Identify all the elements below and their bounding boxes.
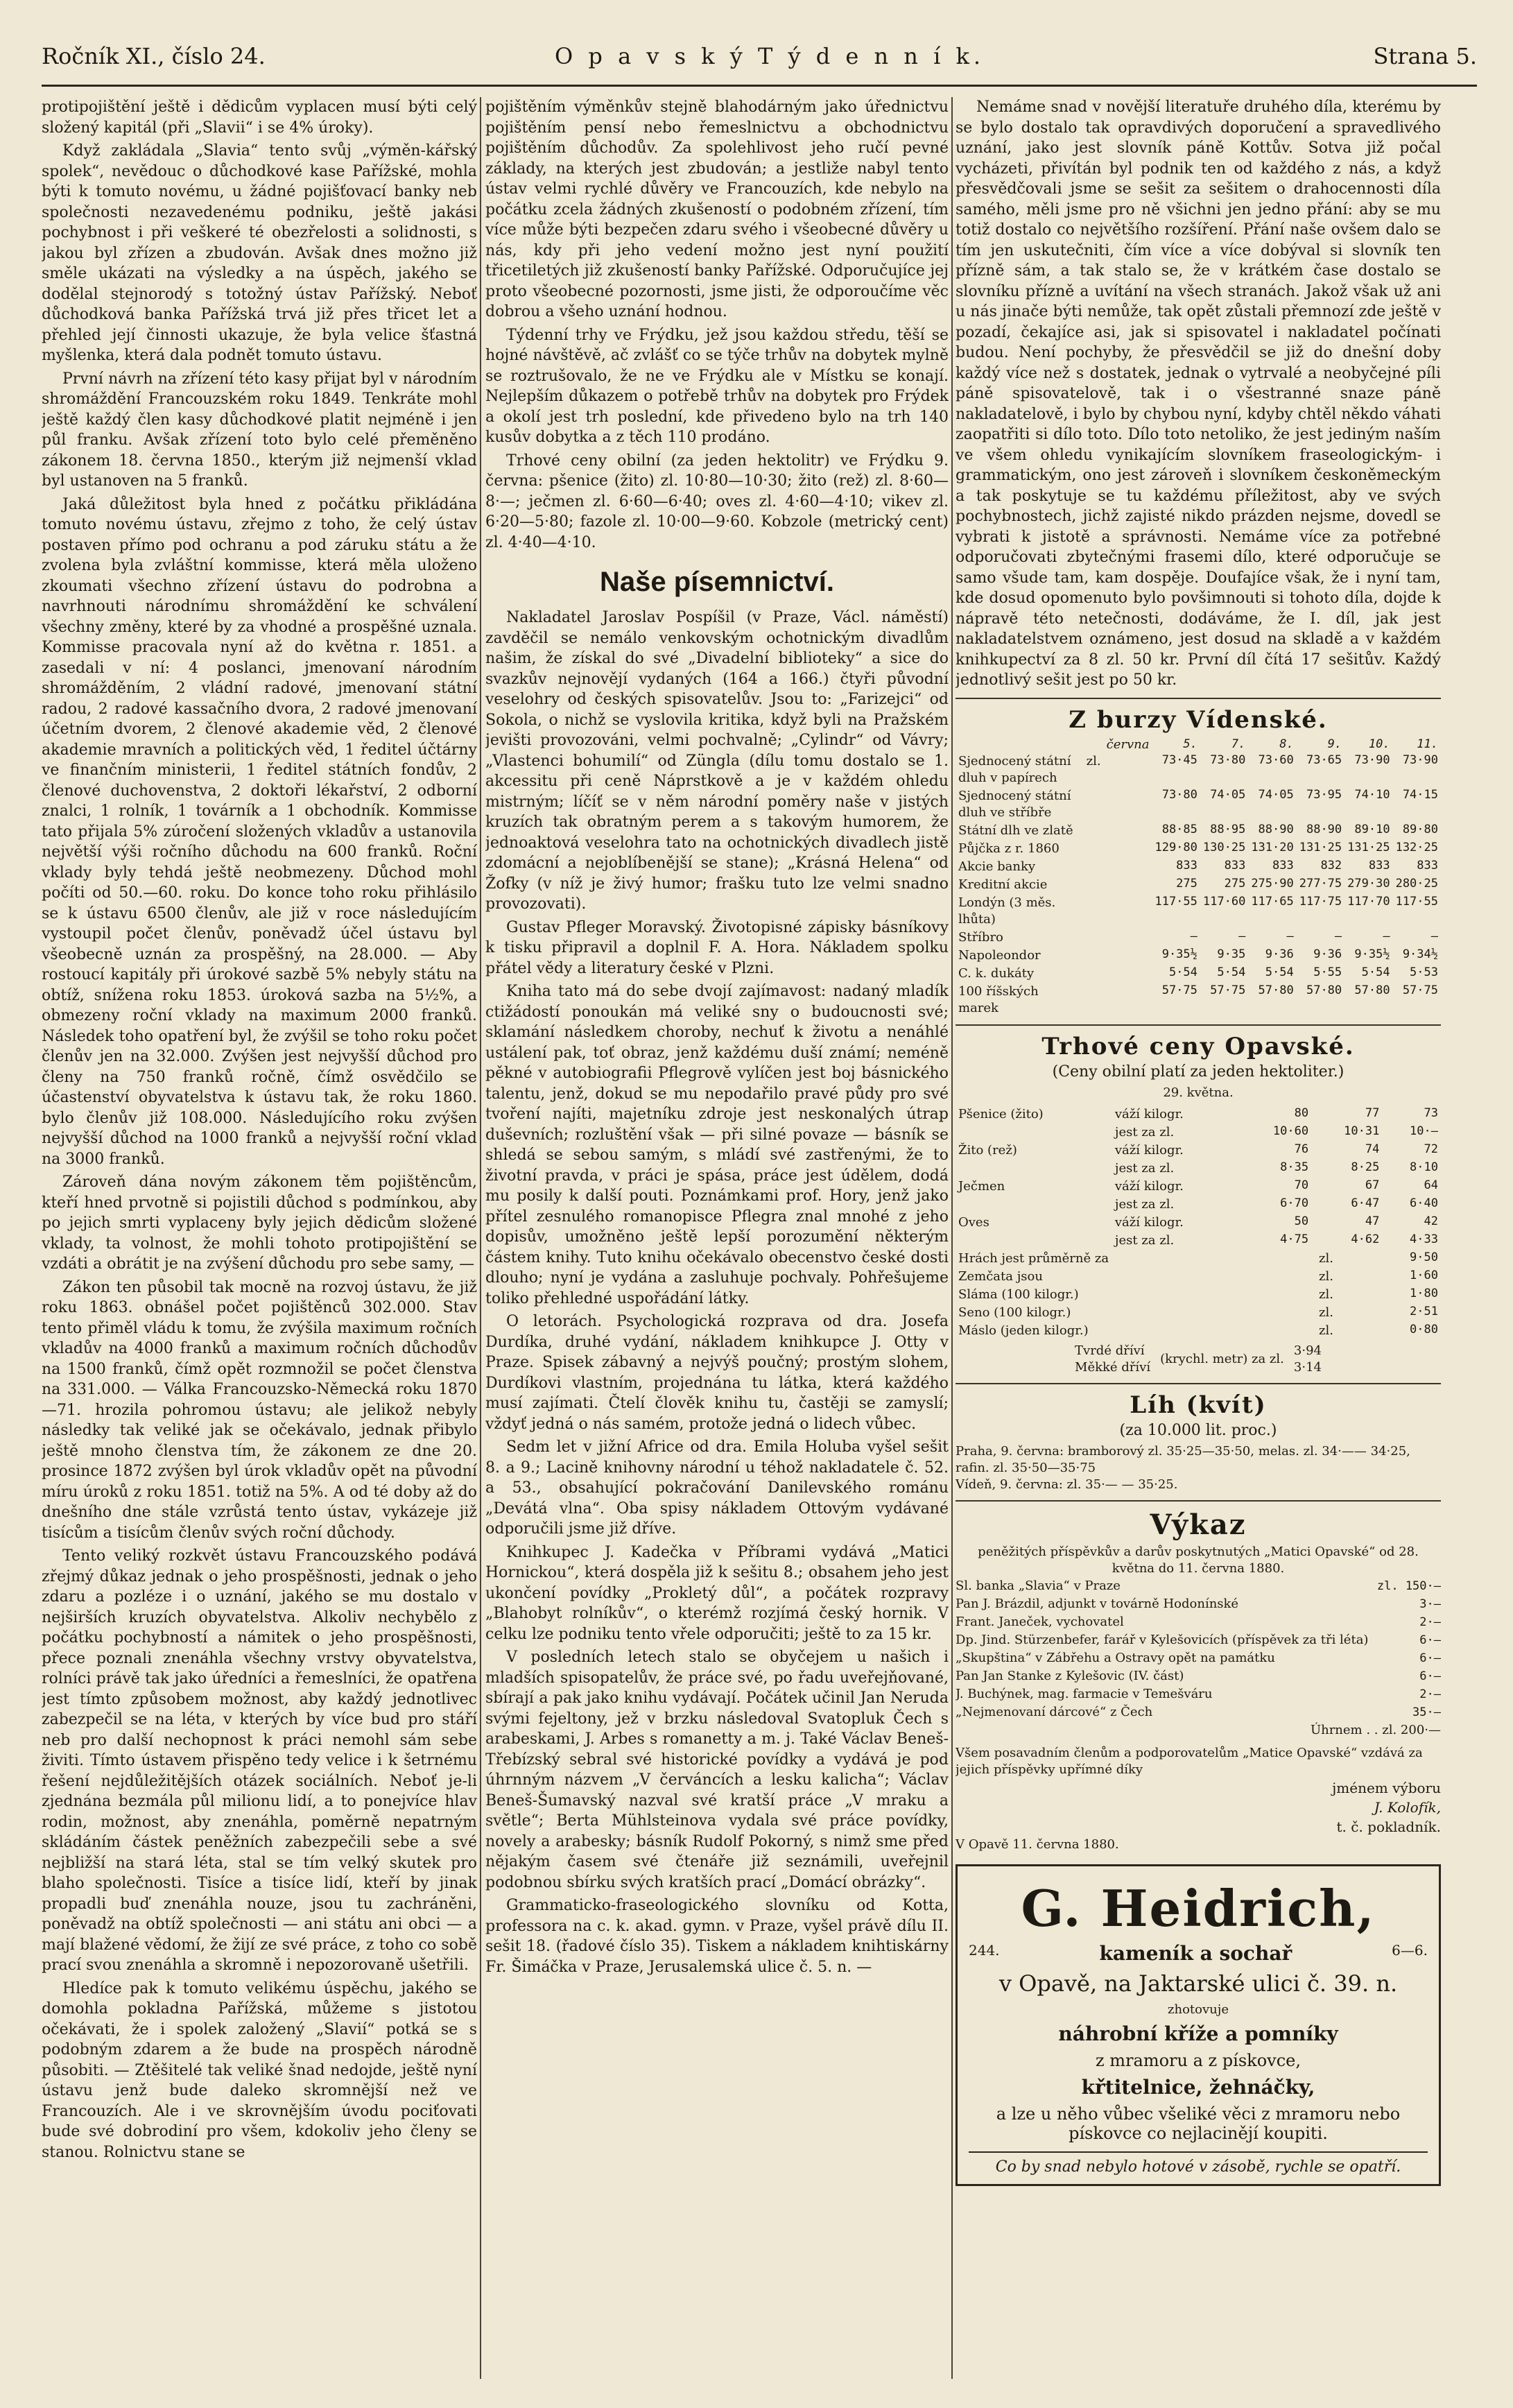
table-cell: 5·55: [1313, 965, 1342, 979]
table-row: [956, 1106, 1441, 1124]
donor-row: [956, 1631, 1441, 1649]
review-paragraph: Sedm let v jižní Africe od dra. Emila Holuba vyšel sešit 8. a 9.; Lacině knihovny národní u téhož nakladatele č. 52. a 53., obsahující pokračování Danilevského románu „Devátá vlna“. Oba spisy nákladem Ottovým vydávané odporučili jsme již dříve.: [485, 1438, 949, 1538]
article-paragraph: Zároveň dána novým zákonem těm pojištěncům, kteří hned prvotně si pojistili důchod s podmínkou, aby po jejich smrti vyplaceny byly jejich dědicům složené vklady, ta volnost, že mohli tohoto protipojištění se vzdáti a obrátit je na zvýšení důchodu pro sebe samy, —: [42, 1173, 477, 1273]
table-row: [956, 1232, 1441, 1250]
donor-amount: 6·—: [1419, 1669, 1441, 1683]
heidrich-advertisement: [956, 1864, 1441, 2186]
spacer-cell: [1104, 965, 1152, 983]
review-paragraph: Gustav Pfleger Moravský. Životopisné zápisky básníkovy k tisku připravil a doplnil F. A. Hora. Nákladem spolku přátel vědy a literatury české v Plzni.: [485, 918, 949, 977]
ad-line-2: z mramoru a z pískovce,: [1096, 2050, 1301, 2070]
donor-amount: 6·—: [1419, 1651, 1441, 1665]
vykaz-subtitle: peněžitých příspěvkův a darův poskytnutých „Matici Opavské“ od 28. května do 11. června 1880.: [978, 1544, 1419, 1576]
table-cell: 5·54: [1168, 965, 1198, 979]
table-cell: 89·10: [1354, 822, 1390, 836]
row-unit: [1084, 894, 1104, 929]
wood-hard: Tvrdé dříví: [1075, 1343, 1145, 1358]
table-cell: —: [1334, 929, 1342, 943]
table-cell: 9·35½: [1354, 947, 1390, 961]
article-paragraph: Když zakládala „Slavia“ tento svůj „výměn-kářský spolek“, nevědouc o důchodkové kase Pařížské, mohla býti k tomuto novému, u žádné pojišťovací banky neb společnosti nezavedenému podniku, ještě jakási pochybnost i při veškeré té obezřelosti a solidnosti, s jakou byl zřízen a zbudován. Avšak dnes možno již směle ukázati na výsledky a na úspěch, jakého se dodělal stejnorodý s totožný ústav Pařížský. Neboť důchodková banka Pařížská trvá již přes třicet let a přehled její činnosti ukazuje, že byla velice šťastná myšlenka, která dala podnět tomuto ústavu.: [42, 142, 477, 364]
review-paragraph: Kniha tato má do sebe dvojí zajímavost: nadaný mladík ctižádostí ponoukán má veliké sny o budoucnosti své; sklamání následkem choroby, nechuť k životu a nenáhlé ustálení pak, toť obraz, jenž každému duší známí; neméně pěkné v autobiografii Pflegrově vylíčen jest boj básnického talentu, jenž, dokud se mu nepodařilo pravé půdy pro své tvoření najíti, majetníku zdroje jest neskonalých útrap duševních; rozluštění však — při silné povaze — básník se shledá se sebou samým, s mládí své zastřenými, že to životní pravda, v práci je spása, práce jest údělem, dodá mu posily k další pouti. Poznámkami prof. Hory, jenž jako přítel zesnulého romanopisce Pflegra znal mnohé z jeho dopisův, umožněno ještě lepší porozumění některým částem knihy. Tuto knihu očekávalo obecenstvo české dosti dlouho; nyní je vydána a zasluhuje pochvaly. Pohřešujeme toliko přehledné uspořádání látky.: [485, 983, 949, 1307]
table-cell: 57·75: [1402, 983, 1438, 997]
wood-prices: [956, 1343, 1441, 1376]
ceny-subtitle: (Ceny obilní platí za jeden hektoliter.): [1052, 1063, 1345, 1081]
donor-name: „Skupština“ v Zábřehu a Ostravy opět na památku: [956, 1650, 1275, 1665]
row-label: [956, 1232, 1112, 1250]
table-cell: 117·65: [1251, 894, 1294, 909]
table-cell: 64: [1424, 1178, 1438, 1192]
table-cell: 73·45: [1161, 752, 1198, 767]
row-unit: [1084, 929, 1104, 947]
table-cell: 47: [1365, 1214, 1380, 1228]
row-label: [956, 1196, 1112, 1214]
row-label: Oves: [958, 1214, 989, 1230]
spacer-cell: [1104, 752, 1152, 787]
review-paragraph: Knihkupec J. Kadečka v Příbrami vydává „Matici Hornickou“, která dospěla již k sešitu 8.; obsahem jeho jest ukončení povídky „Prokletý důl“, a počátek rozpravy „Blahobyt rolníkův“, o kterémž rozjímá český hornik. V celku lze podniku tento vřele odporučiti; ještě to za 15 kr.: [485, 1543, 949, 1643]
table-row: [956, 876, 1441, 894]
table-cell: 5·54: [1217, 965, 1246, 979]
table-cell: 277·75: [1299, 876, 1342, 891]
table-cell: 117·55: [1395, 894, 1438, 909]
table-row: [956, 983, 1441, 1017]
divider: [956, 1024, 1441, 1026]
table-cell: 89·80: [1402, 822, 1438, 836]
table-cell: 833: [1272, 858, 1294, 872]
table-cell: —: [1286, 929, 1294, 943]
table-row: [956, 1160, 1441, 1178]
table-row: [956, 894, 1441, 929]
row-unit: váží kilogr.: [1114, 1142, 1184, 1158]
donor-name: Dp. Jind. Stürzenbefer, farář v Kylešovicích (příspěvek za tři léta): [956, 1632, 1369, 1647]
table-row: [956, 1250, 1441, 1268]
table-header-cell: [1084, 737, 1104, 752]
table-cell: 57·80: [1354, 983, 1390, 997]
row-unit: jest za zl.: [1114, 1232, 1175, 1248]
review-paragraph: Grammaticko-fraseologického slovníku od Kotta, professora na c. k. akad. gymn. v Praze, vyšel právě dílu II. sešit 18. (řadové číslo 35). Tiskem a nákladem knihtiskárny Fr. Šimáčka v Praze, Jerusalemská ulice č. 5. n. —: [485, 1897, 949, 1976]
article-paragraph: Hledíce pak k tomuto velikému úspěchu, jakého se domohla pokladna Pařížská, můžeme s jistotou očekávati, že i spolek založený „Slavií“ potká se s podobným zdarem a že bude na prospěch národně působiti. — Ztěšitelé tak veliké šnad nedojde, ještě nyní ústavu jenž bude daleko skromnější než ve Francouzích. Ale i ve skrovnějším úvodu pociťovati bude své dobrodiní pro všem, kdokoliv jeho členy se stanou. Rolnictvu stane se: [42, 1979, 477, 2161]
vykaz-thanks: Všem posavadním členům a podporovatelům „Matice Opavské“ vzdává za jejich příspěvky upřímné díky: [956, 1745, 1423, 1777]
row-unit: zl.: [1318, 1287, 1333, 1302]
table-row: [956, 1268, 1441, 1286]
table-cell: 57·80: [1306, 983, 1342, 997]
page-number: Strana 5.: [1373, 43, 1477, 69]
row-label: Sjednocený státní dluh ve stříbře: [958, 788, 1071, 820]
table-cell: 833: [1176, 858, 1198, 872]
donor-row: [956, 1703, 1441, 1721]
table-cell: 10·—: [1410, 1124, 1438, 1138]
table-row: [956, 965, 1441, 983]
row-unit: [1084, 983, 1104, 1017]
table-cell: —: [1238, 929, 1246, 943]
ceny-date: 29. května.: [1163, 1085, 1234, 1100]
table-cell: 0·80: [1410, 1322, 1438, 1336]
row-unit: jest za zl.: [1114, 1196, 1175, 1212]
table-cell: 280·25: [1395, 876, 1438, 891]
vykaz-signer: J. Kolofík,: [1374, 1798, 1441, 1816]
table-cell: 5·53: [1410, 965, 1438, 979]
table-cell: 57·75: [1161, 983, 1198, 997]
table-header-cell: [956, 737, 1084, 752]
ad-title: G. Heidrich,: [1021, 1878, 1376, 1938]
table-cell: 9·50: [1410, 1250, 1438, 1264]
row-unit: váží kilogr.: [1114, 1214, 1184, 1230]
ceny-title: Trhové ceny Opavské.: [1041, 1032, 1355, 1060]
donor-amount: 2·—: [1419, 1687, 1441, 1701]
news-frydek-markets: Týdenní trhy ve Frýdku, jež jsou každou středu, těší se hojné návštěvě, ač zvlášť co se týče trhův na dobytek mylně se roztrušovalo, že ne ve Frýdku ale v Místku se konají. Nejlepším důkazem o potřebě trhův na dobytek pro Frýdek a okolí jest trh poslední, kde přivedeno bylo na trh 140 kusův dobytka a z těch 110 prodáno.: [485, 326, 949, 446]
ad-address: v Opavě, na Jaktarské ulici č. 39. n.: [998, 1970, 1398, 1997]
lih-subtitle: (za 10.000 lit. proc.): [1119, 1421, 1277, 1439]
table-cell: 131·20: [1251, 840, 1294, 854]
table-cell: 832: [1320, 858, 1342, 872]
row-unit: zl.: [1318, 1250, 1333, 1266]
table-row: [956, 787, 1441, 822]
table-cell: 132·25: [1395, 840, 1438, 854]
table-row: [956, 1286, 1441, 1304]
table-cell: 88·90: [1258, 822, 1294, 836]
row-label: 100 říšských marek: [958, 983, 1039, 1015]
table-row: [956, 1214, 1441, 1232]
row-label: Sláma (100 kilogr.): [958, 1287, 1079, 1302]
table-cell: 74·05: [1210, 787, 1246, 802]
burza-title: Z burzy Vídenské.: [1069, 705, 1328, 734]
table-cell: 117·60: [1202, 894, 1246, 909]
header-rule: [42, 85, 1477, 87]
donor-name: Frant. Janeček, vychovatel: [956, 1614, 1124, 1629]
table-cell: —: [1190, 929, 1198, 943]
vykaz-signer-role: t. č. pokladník.: [1336, 1818, 1441, 1835]
row-label: Stříbro: [958, 929, 1003, 945]
table-header-cell: 8.: [1279, 737, 1294, 751]
table-cell: 74·10: [1354, 787, 1390, 802]
review-paragraph: O letorách. Psychologická rozprava od dra. Josefa Durdíka, druhé vydání, nákladem knihkupce J. Otty v Praze. Spisek zábavný a nejvýš poučný; prostým slohem, Durdíkovi vlastním, projednána tu látka, která každého musí zajímati. Čtelí člověk knihu tu, častěji se zamyslí; vždyť jedná o nás samém, protože jedná o lidech vůbec.: [485, 1313, 949, 1433]
table-cell: 9·34½: [1402, 947, 1438, 961]
row-unit: zl.: [1318, 1305, 1333, 1320]
donor-amount: 35·—: [1412, 1705, 1441, 1719]
wood-unit: (krychl. metr) za zl.: [1160, 1351, 1284, 1366]
table-cell: —: [1383, 929, 1390, 943]
donor-row: [956, 1595, 1441, 1613]
donor-row: [956, 1577, 1441, 1595]
row-label: [956, 1124, 1112, 1142]
table-row: [956, 1304, 1441, 1322]
table-row: [956, 1196, 1441, 1214]
table-cell: —: [1430, 929, 1438, 943]
table-cell: 74·05: [1258, 787, 1294, 802]
table-row: [956, 858, 1441, 876]
table-cell: 130·25: [1202, 840, 1246, 854]
table-cell: 275·90: [1251, 876, 1294, 891]
table-cell: 70: [1294, 1178, 1309, 1192]
row-label: Půjčka z r. 1860: [958, 841, 1060, 856]
donor-row: [956, 1667, 1441, 1685]
table-cell: 129·80: [1155, 840, 1198, 854]
donor-name: J. Buchýnek, mag. farmacie v Temešváru: [956, 1686, 1213, 1701]
table-cell: 833: [1417, 858, 1438, 872]
table-cell: 74: [1365, 1142, 1380, 1156]
table-row: [956, 1178, 1441, 1196]
donor-amount: 3·—: [1419, 1597, 1441, 1611]
article-paragraph: Tento veliký rozkvět ústavu Francouzského podává zřejmý důkaz jednak o jeho prospěšnosti, jednak o jeho zdaru a pozléze i o uznání, jakého se mu dostalo v nejširších kruzích obyvatelstva. Alkoliv nechybělo z počátku pochybností a námitek o jeho prospěšnosti, přece poznali znenáhla všechny vrstvy obyvatelstva, rolníci právě tak jako úředníci a řemeslníci, že opatřena jest tímto způsobem možnost, aby každý jednotlivec zabezpečil se na léta, v kterých by více bud pro stáří neb pro další nechopnost k práci nemohl sám sebe živiti. Tímto ústavem přispěno tedy velice i k šetrnému řešení nejdůležitějších otázek sociálních. Neboť je-li zjednána bezmála půl milionu lidí, a to ponejvíce hlav rodin, možnost, aby znenáhla, poměrně nepatrným skládáním částek peněžních zabezpečili sebe a své nejbližší na stará léta, stal se tím velký skutek pro blaho společnosti. Tisíce a tisíce lidí, kteří by jinak propadli buď znenáhla nouze, jsou tu zachráněni, poněvadž na obtíž společnosti — ani státu ani obci — a mají blažené vědomí, že žijí ze své práce, z toho co sobě prací svou znenáhla a skromně i nepozorovaně ušetřili.: [42, 1547, 477, 1974]
divider: [956, 1500, 1441, 1502]
row-label: Pšenice (žito): [958, 1106, 1044, 1121]
table-cell: 73: [1424, 1106, 1438, 1120]
table-cell: 50: [1294, 1214, 1309, 1228]
row-label: Akcie banky: [958, 859, 1036, 874]
table-cell: 117·75: [1299, 894, 1342, 909]
table-cell: 833: [1368, 858, 1390, 872]
table-cell: 4·62: [1351, 1232, 1380, 1246]
table-row: [956, 1124, 1441, 1142]
table-row: [956, 840, 1441, 858]
donor-name: Pan J. Brázdil, adjunkt v továrně Hodonínské: [956, 1596, 1239, 1611]
section-title-literature: Naše písemnictví.: [600, 567, 834, 597]
divider: [956, 1383, 1441, 1384]
row-label: Zemčata jsou: [958, 1268, 1043, 1284]
row-label: Napoleondor: [958, 947, 1041, 963]
table-cell: 4·33: [1410, 1232, 1438, 1246]
donor-name: „Nejmenovaní dárcové“ z Čech: [956, 1704, 1153, 1719]
column-3: [956, 97, 1441, 2386]
table-cell: 1·60: [1410, 1268, 1438, 1282]
row-unit: zl.: [1318, 1268, 1333, 1284]
table-row: [956, 929, 1441, 947]
table-cell: 5·54: [1265, 965, 1294, 979]
table-cell: 9·35½: [1161, 947, 1198, 961]
donor-amount: zl. 150·—: [1376, 1579, 1441, 1593]
table-cell: 57·75: [1210, 983, 1246, 997]
donor-row: [956, 1649, 1441, 1667]
article-paragraph: pojištěním výměnkův stejně blahodárným jako úřednictvu pojištěním pensí nebo řemeslnictvu a obchodnictvu pojištěním důchodův. Za spolehlivost jeho ručí pevné základy, na kterých jest zbudován; a jestliže nabyl tento ústav velmi rychlé důvěry ve Francouzích, kde nebylo na počátku zcela žádných zkušeností o podobném zřízení, tím více může býti bezpečen zdaru svého i všeobecné důvěry u nás, kdy při jeho vedení možno jest nyní použití třicetiletých již zkušeností banky Pařížské. Odporučujíce jej proto všeobecné pozornosti, jsme jisti, že odporoučíme věc dobrou a všeho uznání hodnou.: [485, 98, 949, 320]
row-label: Žito (rež): [958, 1142, 1017, 1158]
row-label: Státní dlh ve zlatě: [958, 823, 1073, 838]
table-header-cell: června: [1106, 737, 1150, 752]
vykaz-total: Úhrnem . . zl. 200·—: [1310, 1722, 1441, 1737]
row-label: Sjednocený státní dluh v papírech: [958, 753, 1071, 785]
table-cell: 275: [1176, 876, 1198, 891]
review-paragraph: Nemáme snad v novější literatuře druhého díla, kterému by se bylo dostalo tak opravdivých doporučení a spravedlivého uznání, jako jest slovník páně Kottův. Sotva již počal vycházeti, přivítán byl podnik ten od každého z nás, a když přesvědčovali jsme se sešit za sešitem o drahocennosti díla samého, měli jsme pro ně všichni jen jedno přání: aby se mu totiž dostalo co největšího rozšíření. Přání naše ovšem dalo se tím jen uskutečniti, čím více a více dobýval si slovník ten přízně sám, a tak stalo se, že v krátkém čase dostalo se slovníku přízně a uvítání na všech stranách. Jakož však už ani u nás jinače býti nemůže, tak opět zůstali přemnozí zde ještě v pozadí, čekajíce asi, jak si spisovatel i nakladatel počínati budou. Není pochyby, že přesvědčil se již do dnešní doby každý více než s dostatek, jednak o vytrvalé a neobyčejné píli páně spisovatelově, tak i o všestranné snaze páně nakladatelově, i bylo by chybou nyní, kdyby chtěl někdo váhati zaopatřiti si dílo toto. Dílo toto netoliko, že jest jediným naším ve všem ohledu vynikajícím slovníkem fraseologickým- i grammatickým, ono jest zároveň i slovníkem českoněmeckým a tak poskytuje se tu každému příležitost, aby ve svých pochybnostech, jichž zajisté nikdo prázden nejsme, dovedl se vybrati k jistotě a správnosti. Nemáme více za potřebné odporučovati zbytečnými frasemi dílo, které odporučuje se samo všude tam, kam dospěje. Doufajíce však, že i nyní tam, kde dosud opomenuto bylo povšimnouti si tohoto díla, dojde k nápravě této netečnosti, dodáváme, že I. díl, jak jest nakladatelstvem oznámeno, jest dosud na skladě a v každém knihkupectví za 8 zl. 50 kr. První díl čítá 17 sešitův. Každý jednotlivý sešit jest po 50 kr.: [956, 98, 1441, 689]
table-cell: 117·70: [1347, 894, 1390, 909]
table-cell: 1·80: [1410, 1286, 1438, 1300]
table-cell: 131·25: [1347, 840, 1390, 854]
table-cell: 9·35: [1217, 947, 1246, 961]
table-cell: 10·60: [1272, 1124, 1309, 1138]
row-unit: [1084, 876, 1104, 894]
table-row: [956, 947, 1441, 965]
table-header-cell: 10.: [1368, 737, 1390, 751]
ad-footer: Co by snad nebylo hotové v zásobě, rychle se opatří.: [969, 2151, 1428, 2176]
table-cell: 76: [1294, 1142, 1309, 1156]
donor-amount: 2·—: [1419, 1615, 1441, 1629]
table-cell: 88·85: [1161, 822, 1198, 836]
table-cell: 42: [1424, 1214, 1438, 1228]
row-unit: [1084, 947, 1104, 965]
article-paragraph: Zákon ten působil tak mocně na rozvoj ústavu, že již roku 1863. obnášel počet pojištěnců 302.000. Stav tento přiměl vládu k tomu, že zvýšila maximum ročních vkladův na 4000 franků a maximum ročních důchodův na 1500 franků, čímž opět rozmnožil se počet členstva na 331.000. — Válka Francouzsko-Německá roku 1870—71. hrozila pohromou ústavu; ale jelikož nebyly následky tak veliké jak se očekávalo, jednak přibylo ještě mnoho členstva tím, že zákonem ze dne 20. prosince 1872 zvýšen byl úrok vkladův opět na původní míru úroků z roku 1851. totiž na 5%. A od té doby až do dnešního dne stále vzrůstá tento ústav, vykázeje již tisícům a tisícům členův svých roční důchody.: [42, 1278, 477, 1542]
burza-table: [956, 737, 1441, 1017]
row-unit: [1084, 822, 1104, 840]
row-label: [956, 1160, 1112, 1178]
table-cell: 72: [1424, 1142, 1438, 1156]
ad-line-4: a lze u něho vůbec všeliké věci z mramoru nebo pískovce co nejlacinějí koupiti.: [996, 2104, 1401, 2143]
table-cell: 73·65: [1306, 752, 1342, 767]
table-cell: 833: [1224, 858, 1246, 872]
table-cell: 2·51: [1410, 1304, 1438, 1318]
row-label: Máslo (jeden kilogr.): [958, 1323, 1089, 1338]
table-header-cell: 7.: [1231, 737, 1246, 751]
divider: [956, 698, 1441, 699]
spacer-cell: [1104, 858, 1152, 876]
ad-number: 244.: [969, 1941, 1000, 1959]
spacer-cell: [1104, 894, 1152, 929]
row-label: Seno (100 kilogr.): [958, 1305, 1071, 1320]
row-label: Londýn (3 měs. lhůta): [958, 895, 1056, 927]
vykaz-title: Výkaz: [1150, 1508, 1247, 1541]
table-cell: 9·36: [1313, 947, 1342, 961]
ad-role: kameník a sochař: [1099, 1941, 1292, 1965]
vykaz-list: [956, 1577, 1441, 1721]
spacer-cell: [1104, 822, 1152, 840]
review-paragraph: Nakladatel Jaroslav Pospíšil (v Praze, Václ. náměstí) zavděčil se nemálo venkovským ochotnickým divadlům našim, že získal do své „Divadelní biblioteky“ a sice do svazkův nejnovějí vydaných (164 a 166.) čtyři původní veselohry od českých spisovatelův. Jsou to: „Farizejci“ od Sokola, o nichž se vyslovila kritika, když byli na Pražském jevišti provozováni, velmi pochvalně; „Cylindr“ od Vávry; „Vlastenci bohumilí“ od Züngla (dílu tomu dostalo se 1. akcessitu při ceně Náprstkově a je v každém ohledu mistrným; líčíť se v něm národní poměry naše v jistých kruzích tak obratným perem a s takovým humorem, že jednoaktová veselohra tato na ochotnických divadlech jistě zdomácní a nejoblíbenější se stane); „Krásná Helena“ od Žofky (v níž je živý humor; frašku tuto lze velmi snadno provozovati).: [485, 609, 949, 913]
spacer-cell: [1104, 929, 1152, 947]
lih-vienna: Vídeň, 9. června: zl. 35·— — 35·25.: [956, 1477, 1178, 1492]
spacer-cell: [1104, 787, 1152, 822]
wood-hard-price: 3·94: [1293, 1343, 1322, 1358]
donor-amount: 6·—: [1419, 1633, 1441, 1647]
table-cell: 8·25: [1351, 1160, 1380, 1174]
table-cell: 73·80: [1161, 787, 1198, 802]
row-unit: zl.: [1318, 1323, 1333, 1338]
table-row: [956, 822, 1441, 840]
donor-name: Sl. banka „Slavia“ v Praze: [956, 1578, 1121, 1593]
row-label: Kreditní akcie: [958, 877, 1048, 892]
article-paragraph: protipojištění ještě i dědicům vyplacen musí býti celý složený kapitál (při „Slavii“ i se 4% úroky).: [42, 98, 477, 137]
newspaper-title: O p a v s k ý T ý d e n n í k.: [555, 43, 985, 69]
ceny-extra-table: [956, 1250, 1441, 1340]
wood-soft: Měkké dříví: [1075, 1359, 1151, 1375]
column-1: [42, 97, 477, 2386]
table-row: [956, 1322, 1441, 1340]
spacer-cell: [1104, 947, 1152, 965]
donor-name: Pan Jan Stanke z Kylešovic (IV. část): [956, 1668, 1184, 1683]
table-cell: 73·60: [1258, 752, 1294, 767]
table-cell: 73·90: [1354, 752, 1390, 767]
table-cell: 6·70: [1280, 1196, 1309, 1210]
row-unit: [1084, 965, 1104, 983]
column-2: [485, 97, 949, 2386]
article-paragraph: Jaká důležitost byla hned z počátku přikládána tomuto novému ústavu, zřejmo z toho, že celý ústav postaven přímo pod ochranu a pod záruku státu a že zvolena byla zvláštní kommisse, která měla uloženo zkoumati všechno zřízení ústavu do podrobna a navrhnouti národnímu shromáždění ke schválení všechny změny, které by za vhodné a prospěšné uznala. Kommisse pracovala nyní až do května r. 1851. a zasedali v ní: 4 poslanci, jmenovaní národním shromážděním, 2 vládní radové, jmenovaní státní radou, 2 radové kassačního dvora, 2 radové jmenovaní účetním dvorem, 2 členové akademie věd, 2 členové akademie mravních a politických věd, 1 ředitel účtárny ve finančním ministerii, 1 ředitel státních fondův, 2 členové duchovenstva, 2 doktoři lékařství, 2 odborní znalci, 1 rolník, 1 továrník a 1 obchodník. Kommisse tato přijala 5% zúročení složených vkladův a ustanovila největší výši ročního důchodu na 600 franků. Roční vklady byly tehdá ještě neobmezeny. Důchod mohl počíti od 50.—60. roku. Do konce toho roku přihlásilo se k ústavu 6500 členův, ale již v roce následujícím vystoupil počet členův, poněvadž účel ústavu byl všeobecně uznán za prospěšný, na 28.000. — Aby rostoucí kapitály při úrokové sazbě 5% nebyly státu na obtíž, snížena roku 1853. úroková sazba na 5½%, a obmezeny roční vklady na maximum 2000 franků. Následek toho opatření byl, že zvýšil se toho roku počet členův jen na 32.000. Zvýšen jest nejvyšší důchod pro členy na 750 franků ročně, čímž osvědčilo se účastenství obyvatelstva k ústavu tak, že roku 1860. bylo členův již 108.000. Následujícího roku zvýšen nejvyšší důchod na 1000 franků a nejvyšší roční vklad na 3000 franků.: [42, 495, 477, 1168]
ceny-table: [956, 1106, 1441, 1250]
table-cell: 9·36: [1265, 947, 1294, 961]
table-cell: 80: [1294, 1106, 1309, 1120]
row-unit: [1084, 787, 1104, 822]
table-row: [956, 1142, 1441, 1160]
wood-soft-price: 3·14: [1293, 1359, 1322, 1375]
donor-row: [956, 1613, 1441, 1631]
row-unit: váží kilogr.: [1114, 1178, 1184, 1194]
table-cell: 6·40: [1410, 1196, 1438, 1210]
table-cell: 77: [1365, 1106, 1380, 1120]
row-label: C. k. dukáty: [958, 965, 1035, 981]
ad-produces: zhotovuje: [1168, 2002, 1229, 2017]
table-cell: 57·80: [1258, 983, 1294, 997]
table-cell: 73·90: [1402, 752, 1438, 767]
column-divider: [951, 97, 953, 2379]
row-unit: zl.: [1086, 753, 1101, 768]
spacer-cell: [1104, 983, 1152, 1017]
table-header-cell: 5.: [1183, 737, 1198, 751]
issue-number: Ročník XI., číslo 24.: [42, 43, 266, 69]
table-cell: 73·80: [1210, 752, 1246, 767]
lih-prague: Praha, 9. června: bramborový zl. 35·25—35·50, melas. zl. 34·—— 34·25, rafin. zl. 35·50—35·75: [956, 1443, 1410, 1475]
article-paragraph: První návrh na zřízení této kasy přijat byl v národním shromáždění Francouzském roku 1849. Tenkráte mohl ještě každý člen kasy důchodkové platit nejméně i jen půl franku. Avšak zřízení toto bylo celé přeměněno zákonem 18. června 1850., kterým již nejmenší vklad byl ustanoven na 5 franků.: [42, 370, 477, 490]
row-unit: [1084, 840, 1104, 858]
table-cell: 5·54: [1361, 965, 1390, 979]
page-header: [42, 43, 1477, 85]
vykaz-committee: jménem výboru: [1332, 1779, 1441, 1796]
table-header-cell: 11.: [1417, 737, 1438, 751]
table-cell: 4·75: [1280, 1232, 1309, 1246]
news-frydek-prices: Trhové ceny obilní (za jeden hektolitr) ve Frýdku 9. června: pšenice (žito) zl. 10·80—10·30; žito (rež) zl. 8·60—8·—; ječmen zl. 6·60—6·40; oves zl. 4·60—4·10; vikev zl. 6·20—5·80; fazole zl. 10·00—9·60. Kobzole (metrický cent) zl. 4·40—4·10.: [485, 452, 949, 551]
row-label: Hrách jest průměrně za: [958, 1250, 1109, 1266]
table-header-cell: 9.: [1327, 737, 1342, 751]
spacer-cell: [1104, 840, 1152, 858]
row-unit: [1084, 858, 1104, 876]
table-cell: 131·25: [1299, 840, 1342, 854]
table-cell: 74·15: [1402, 787, 1438, 802]
table-row: [956, 752, 1441, 787]
ad-line-1: náhrobní kříže a pomníky: [1058, 2022, 1338, 2045]
table-cell: 6·47: [1351, 1196, 1380, 1210]
table-cell: 275: [1224, 876, 1246, 891]
column-divider: [480, 97, 481, 2379]
table-cell: 117·55: [1155, 894, 1198, 909]
table-cell: 88·90: [1306, 822, 1342, 836]
vykaz-date: V Opavě 11. června 1880.: [956, 1837, 1119, 1852]
table-cell: 67: [1365, 1178, 1380, 1192]
ad-range: 6—6.: [1392, 1941, 1428, 1959]
row-label: Ječmen: [958, 1178, 1005, 1194]
table-cell: 88·95: [1210, 822, 1246, 836]
table-cell: 10·31: [1344, 1124, 1380, 1138]
ad-line-3: křtitelnice, žehnáčky,: [1081, 2075, 1315, 2099]
row-unit: jest za zl.: [1114, 1160, 1175, 1176]
lih-title: Líh (kvít): [1130, 1391, 1267, 1419]
table-cell: 8·35: [1280, 1160, 1309, 1174]
row-unit: váží kilogr.: [1114, 1106, 1184, 1121]
table-cell: 8·10: [1410, 1160, 1438, 1174]
review-paragraph: V posledních letech stalo se obyčejem u našich i mladších spisopatelův, že práce své, po řadu uveřejňované, sbírají a pak jako knihu vydávají. Počátek učinil Jan Neruda svými fejeltony, jež v brzku následoval Svatopluk Čech s arabeskami, J. Arbes s romanetty a m. j. Také Václav Beneš-Třebízský sebral své historické povídky a vydává je pod úhrnným názvem „V červáncích a lesku kalicha“; Václav Beneš-Šumavský nazval své kratší práce „V mraku a světle“; Berta Mühlsteinova vydala své práce povídky, novely a arabesky; básník Rudolf Pokorný, s nimž sme před nějakým časem své čtenáře již seznámili, uveřejnil podobnou sbírku svých kratších prací „Domácí obrázky“.: [485, 1649, 949, 1891]
spacer-cell: [1104, 876, 1152, 894]
table-cell: 279·30: [1347, 876, 1390, 891]
table-cell: 73·95: [1306, 787, 1342, 802]
row-unit: jest za zl.: [1114, 1124, 1175, 1140]
donor-row: [956, 1685, 1441, 1703]
